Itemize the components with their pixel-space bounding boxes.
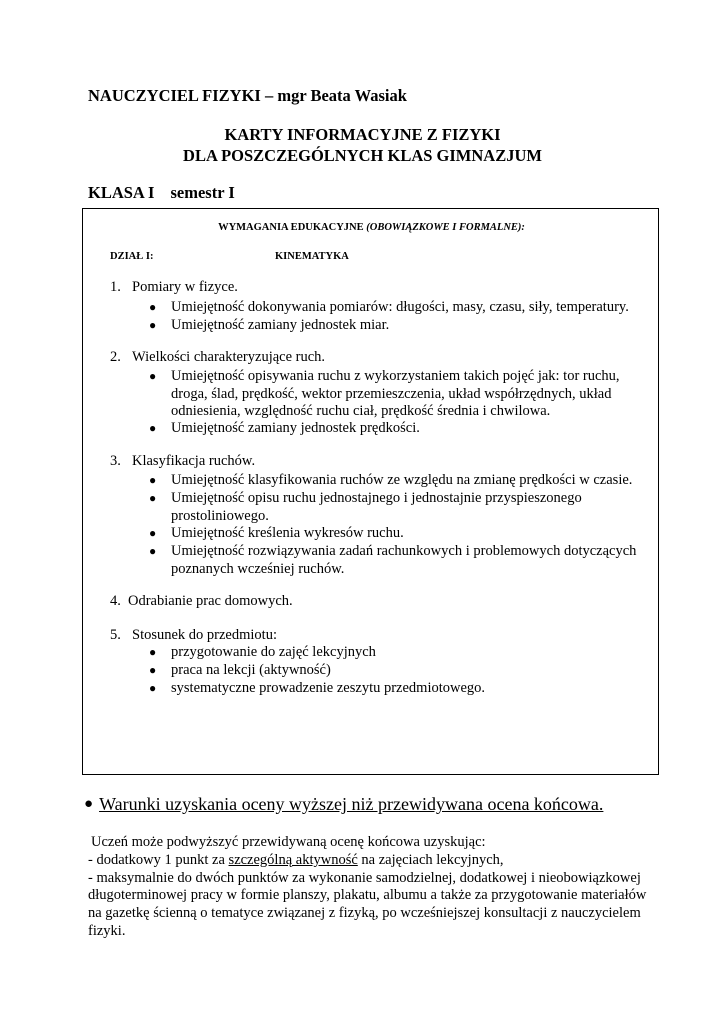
topic-1 (110, 279, 238, 296)
bullet-item: ● Umiejętność opisywania ruchu z wykorzystaniem takich pojęć jak: tor ruchu, droga, ślad, prędkość, wektor przemieszczenia, układ współrzędnych, układ odniesienia, względność ruchu ciał, prędkość średnia i chwilowa. (149, 368, 620, 419)
bullet-dot-icon: ● (149, 491, 157, 505)
bullet-dot-icon: ● (149, 421, 157, 435)
bullet-dot-icon: ● (149, 526, 157, 540)
semester-label: semestr I (170, 183, 235, 202)
bullet-item: ● Umiejętność dokonywania pomiarów: długości, masy, czasu, siły, temperatury. (149, 299, 629, 315)
class-semester-heading (88, 183, 235, 203)
bullet-item: ● Umiejętność rozwiązywania zadań rachunkowych i problemowych dotyczących poznanych wcześniej ruchów. (149, 543, 637, 577)
bullet-dot-icon: ● (84, 796, 94, 812)
document-title-line2: DLA POSZCZEGÓLNYCH KLAS GIMNAZJUM (183, 146, 542, 165)
bullet-dot-icon: ● (149, 318, 157, 332)
conditions-point-2-line: - maksymalnie do dwóch punktów za wykonanie samodzielnej, dodatkowej i nieobowiązkowej (88, 869, 641, 886)
bullet-dot-icon: ● (149, 544, 157, 558)
topic-2 (110, 349, 325, 366)
conditions-intro: Uczeń może podwyższyć przewidywaną ocenę końcowa uzyskując: (91, 834, 486, 850)
topic-title: Klasyfikacja ruchów. (132, 453, 256, 469)
bullet-item: ● systematyczne prowadzenie zeszytu przedmiotowego. (149, 680, 486, 696)
topic-title: Odrabianie prac domowych. (128, 593, 293, 609)
bullet-item: ● Umiejętność klasyfikowania ruchów ze względu na zmianę prędkości w czasie. (149, 472, 633, 488)
section-name: KINEMATYKA (275, 251, 349, 262)
topic-4 (110, 593, 293, 610)
conditions-point-1: - dodatkowy 1 punkt za szczególną aktywność na zajęciach lekcyjnych, (88, 851, 504, 868)
bullet-dot-icon: ● (149, 681, 157, 695)
bullet-item: ● Umiejętność opisu ruchu jednostajnego i jednostajnie przyspieszonego prostoliniowego. (149, 490, 582, 524)
bullet-dot-icon: ● (149, 645, 157, 659)
conditions-point-2-line: długoterminowej pracy w formie planszy, plakatu, albumu a także za przygotowanie materiałów (88, 887, 647, 904)
requirements-heading (83, 222, 660, 233)
topic-number: 1. (110, 279, 121, 295)
bullet-dot-icon: ● (149, 473, 157, 487)
topic-3 (110, 453, 255, 470)
teacher-name: NAUCZYCIEL FIZYKI – mgr Beata Wasiak (88, 86, 407, 105)
requirements-heading-text: WYMAGANIA EDUKACYJNE (218, 222, 364, 233)
topic-title: Stosunek do przedmiotu: (132, 627, 277, 643)
conditions-point-2-line: na gazetkę ścienną o tematyce związanej z fizyką, po wcześniejszej konsultacji z nauczycielem (88, 905, 641, 922)
topic-number: 2. (110, 349, 121, 365)
conditions-heading-text: Warunki uzyskania oceny wyższej niż przewidywana ocena końcowa. (99, 794, 604, 814)
conditions-paragraph (88, 834, 688, 941)
topic-number: 4. (110, 593, 121, 609)
topic-number: 3. (110, 453, 121, 469)
topic-title: Wielkości charakteryzujące ruch. (132, 349, 326, 365)
bullet-dot-icon: ● (149, 369, 157, 383)
topic-5 (110, 627, 277, 644)
emphasis-text: szczególną aktywność (228, 851, 358, 868)
section-label: DZIAŁ I: (110, 251, 154, 262)
class-label: KLASA I (88, 183, 155, 202)
conditions-heading (84, 794, 603, 815)
bullet-item: ● praca na lekcji (aktywność) (149, 662, 331, 678)
bullet-item: ● przygotowanie do zajęć lekcyjnych (149, 644, 376, 660)
bullet-dot-icon: ● (149, 300, 157, 314)
conditions-point-2-line: fizyki. (88, 922, 126, 939)
bullet-dot-icon: ● (149, 663, 157, 677)
topic-number: 5. (110, 627, 121, 643)
requirements-qualifier: (OBOWIĄZKOWE I FORMALNE): (366, 222, 525, 233)
topic-title: Pomiary w fizyce. (132, 279, 238, 295)
requirements-box (82, 208, 659, 775)
bullet-item: ● Umiejętność zamiany jednostek prędkości. (149, 420, 420, 436)
bullet-item: ● Umiejętność kreślenia wykresów ruchu. (149, 525, 404, 541)
bullet-item: ● Umiejętność zamiany jednostek miar. (149, 317, 390, 333)
document-title-line1: KARTY INFORMACYJNE Z FIZYKI (224, 125, 501, 144)
